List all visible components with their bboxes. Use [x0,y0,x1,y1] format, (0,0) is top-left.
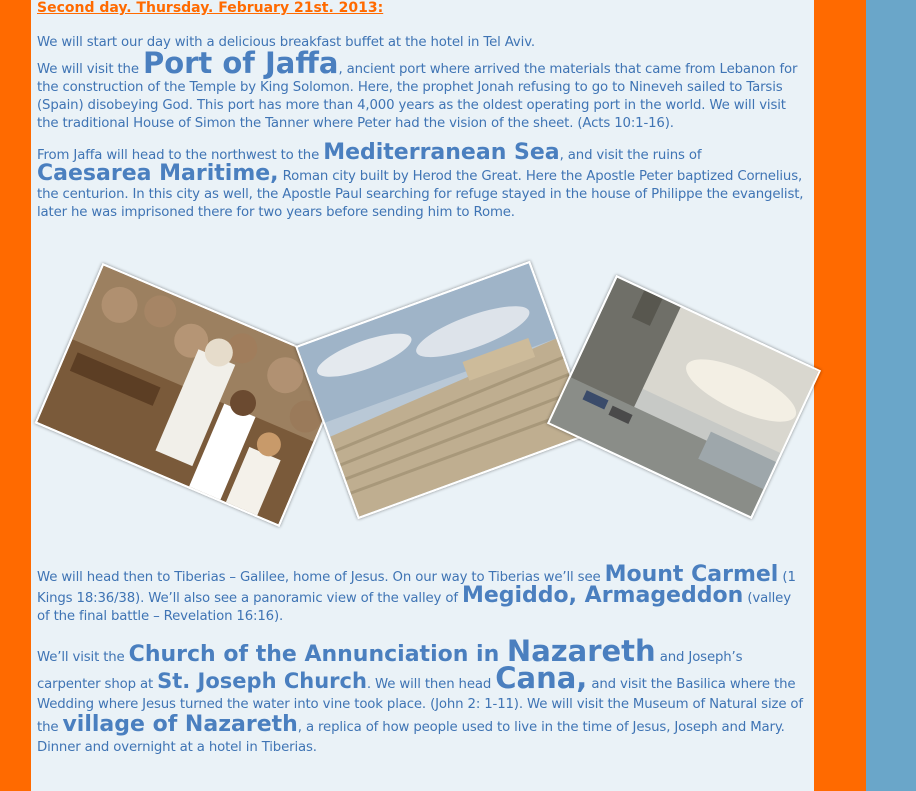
tiberias-mid: (1 Kings 18:36/38). We’ll also see a panoramic view of the valley of [37,570,796,606]
highlight-cana: Cana, [495,661,588,695]
highlight-church-annunciation: Church of the Annunciation in [128,642,507,667]
highlight-megiddo-armageddon: Megiddo, Armageddon [461,583,744,608]
paragraph-nazareth [37,634,807,758]
highlight-caesarea-maritime: Caesarea Maritime, [37,161,279,186]
jaffa-port-photo [547,275,821,519]
paragraph-jaffa [37,46,807,133]
caesarea-theatre-photo [295,261,593,519]
nazareth-mid-3: and visit the Basilica where the Wedding where Jesus turned the water into vine took place. (John 2: 1-11). We will visit the Museum of Natural size of the [37,677,803,735]
jaffa-description: , ancient port where arrived the materials that came from Lebanon for the construction of the Temple by King Solomon. Here, the prophet Jonah refusing to go to Nineveh sailed to Tarsis (Spain) disobeying God. This port has more than 4,000 years as the oldest operating port in the world. We will visit the traditional House of Simon the Tanner where Peter had the vision of the sheet. (Acts 10:1-16). [37,62,798,131]
highlight-mediterranean-sea: Mediterranean Sea [323,140,560,165]
breakfast-text: We will start our day with a delicious breakfast buffet at the hotel in Tel Aviv. [37,35,535,50]
jaffa-intro: We will visit the [37,62,143,77]
nazareth-intro: We’ll visit the [37,650,129,665]
right-sidebar-band [866,0,916,791]
highlight-port-of-jaffa: Port of Jaffa [142,46,339,80]
paragraph-tiberias [37,562,807,626]
highlight-nazareth: Nazareth [506,634,656,668]
carpenter-shop-photo [35,263,348,527]
paragraph-caesarea [37,140,807,222]
itinerary-page [31,0,814,791]
tiberias-intro: We will head then to Tiberias – Galilee, home of Jesus. On our way to Tiberias we’ll see [37,570,605,585]
nazareth-description: , a replica of how people used to live in the time of Jesus, Joseph and Mary. Dinner and overnight at a hotel in Tiberias. [37,720,785,755]
day-heading: Second day. Thursday. February 21st. 2013: [37,0,384,16]
nazareth-mid-1: and Joseph’s carpenter shop at [37,650,743,692]
caesarea-mid: , and visit the ruins of [559,148,702,163]
tiberias-description: (valley of the final battle – Revelation 16:16). [37,591,791,624]
caesarea-description: Roman city built by Herod the Great. Here the Apostle Peter baptized Cornelius, the centurion. In this city as well, the Apostle Paul searching for refuge stayed in the house of Philippe the evangelist, later he was imprisoned there for two years before sending him to Rome. [37,169,804,220]
caesarea-intro: From Jaffa will head to the northwest to the [37,148,324,163]
nazareth-mid-2: . We will then head [366,677,496,692]
highlight-st-joseph-church: St. Joseph Church [157,669,367,693]
highlight-mount-carmel: Mount Carmel [604,562,779,587]
highlight-village-of-nazareth: village of Nazareth [62,712,298,737]
